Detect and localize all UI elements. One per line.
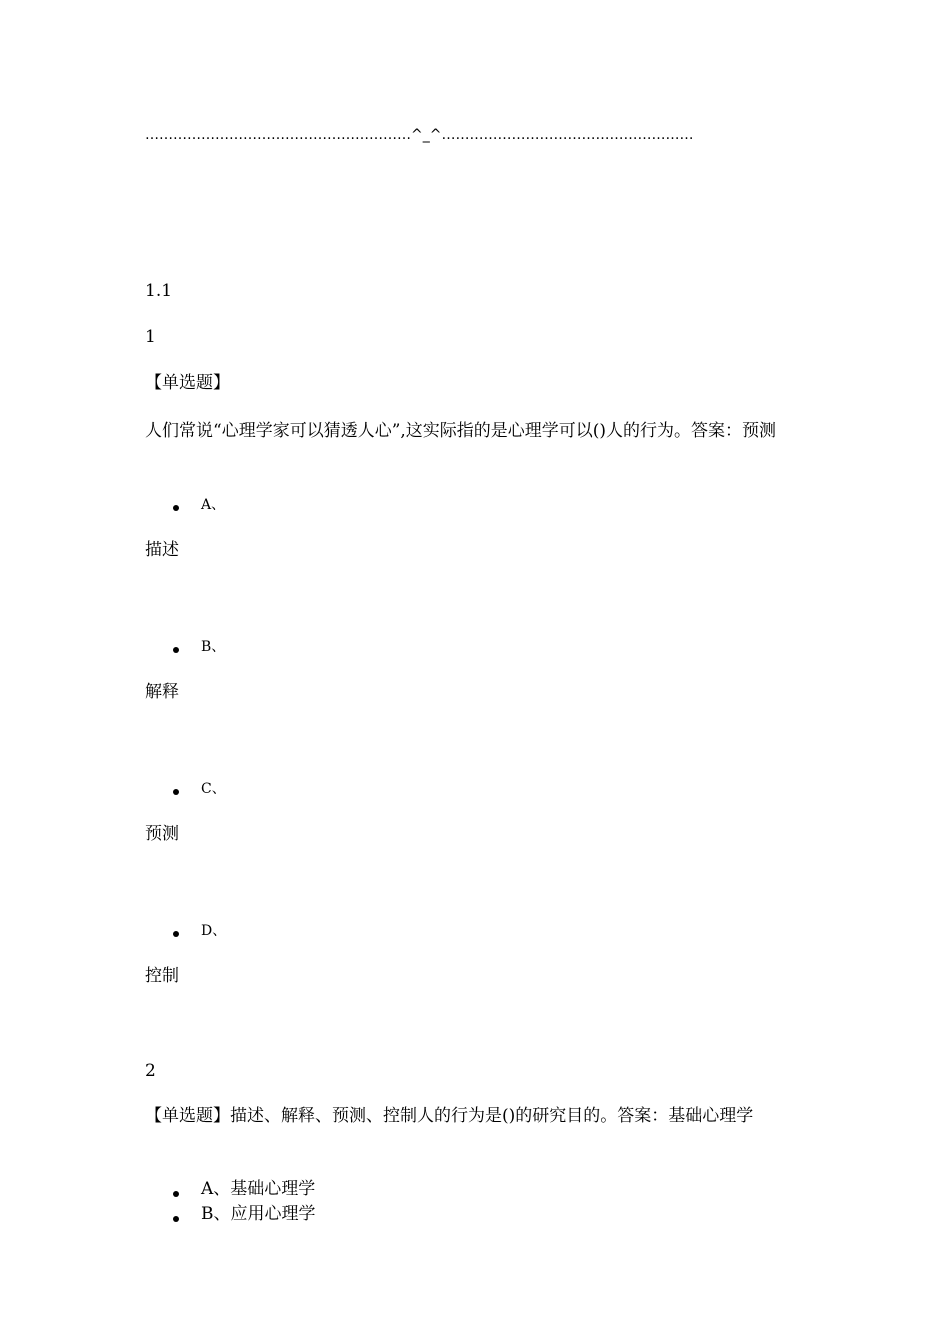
question-stem: 人们常说“心理学家可以猜透人心”,这实际指的是心理学可以()人的行为。答案：预测	[145, 421, 777, 441]
option-d-letter[interactable]: D、	[201, 923, 227, 939]
option-b-letter[interactable]: B、	[201, 639, 226, 655]
option-d-text: 控制	[145, 966, 179, 986]
option-b[interactable]	[201, 1201, 316, 1227]
bullet-icon	[173, 1191, 179, 1197]
option-letter: A、	[201, 1179, 231, 1199]
bullet-icon	[173, 647, 179, 653]
bullet-icon	[173, 931, 179, 937]
option-c-letter[interactable]: C、	[201, 781, 226, 797]
decorative-divider: …………………………………………………^_^………………………………………………	[145, 127, 694, 143]
option-a-letter[interactable]: A、	[201, 497, 226, 513]
option-a[interactable]	[201, 1176, 315, 1202]
question-number: 1	[145, 327, 156, 347]
bullet-icon	[173, 505, 179, 511]
option-letter: B、	[201, 1204, 231, 1224]
option-b-text: 解释	[145, 682, 179, 702]
option-text: 应用心理学	[230, 1204, 316, 1224]
question-stem: 【单选题】描述、解释、预测、控制人的行为是()的研究目的。答案：基础心理学	[145, 1106, 754, 1126]
bullet-icon	[173, 1216, 179, 1222]
option-c-text: 预测	[145, 824, 179, 844]
section-number: 1.1	[145, 281, 173, 301]
question-type: 【单选题】	[145, 373, 230, 393]
question-number: 2	[145, 1061, 156, 1081]
option-a-text: 描述	[145, 540, 179, 560]
option-text: 基础心理学	[230, 1179, 316, 1199]
bullet-icon	[173, 789, 179, 795]
